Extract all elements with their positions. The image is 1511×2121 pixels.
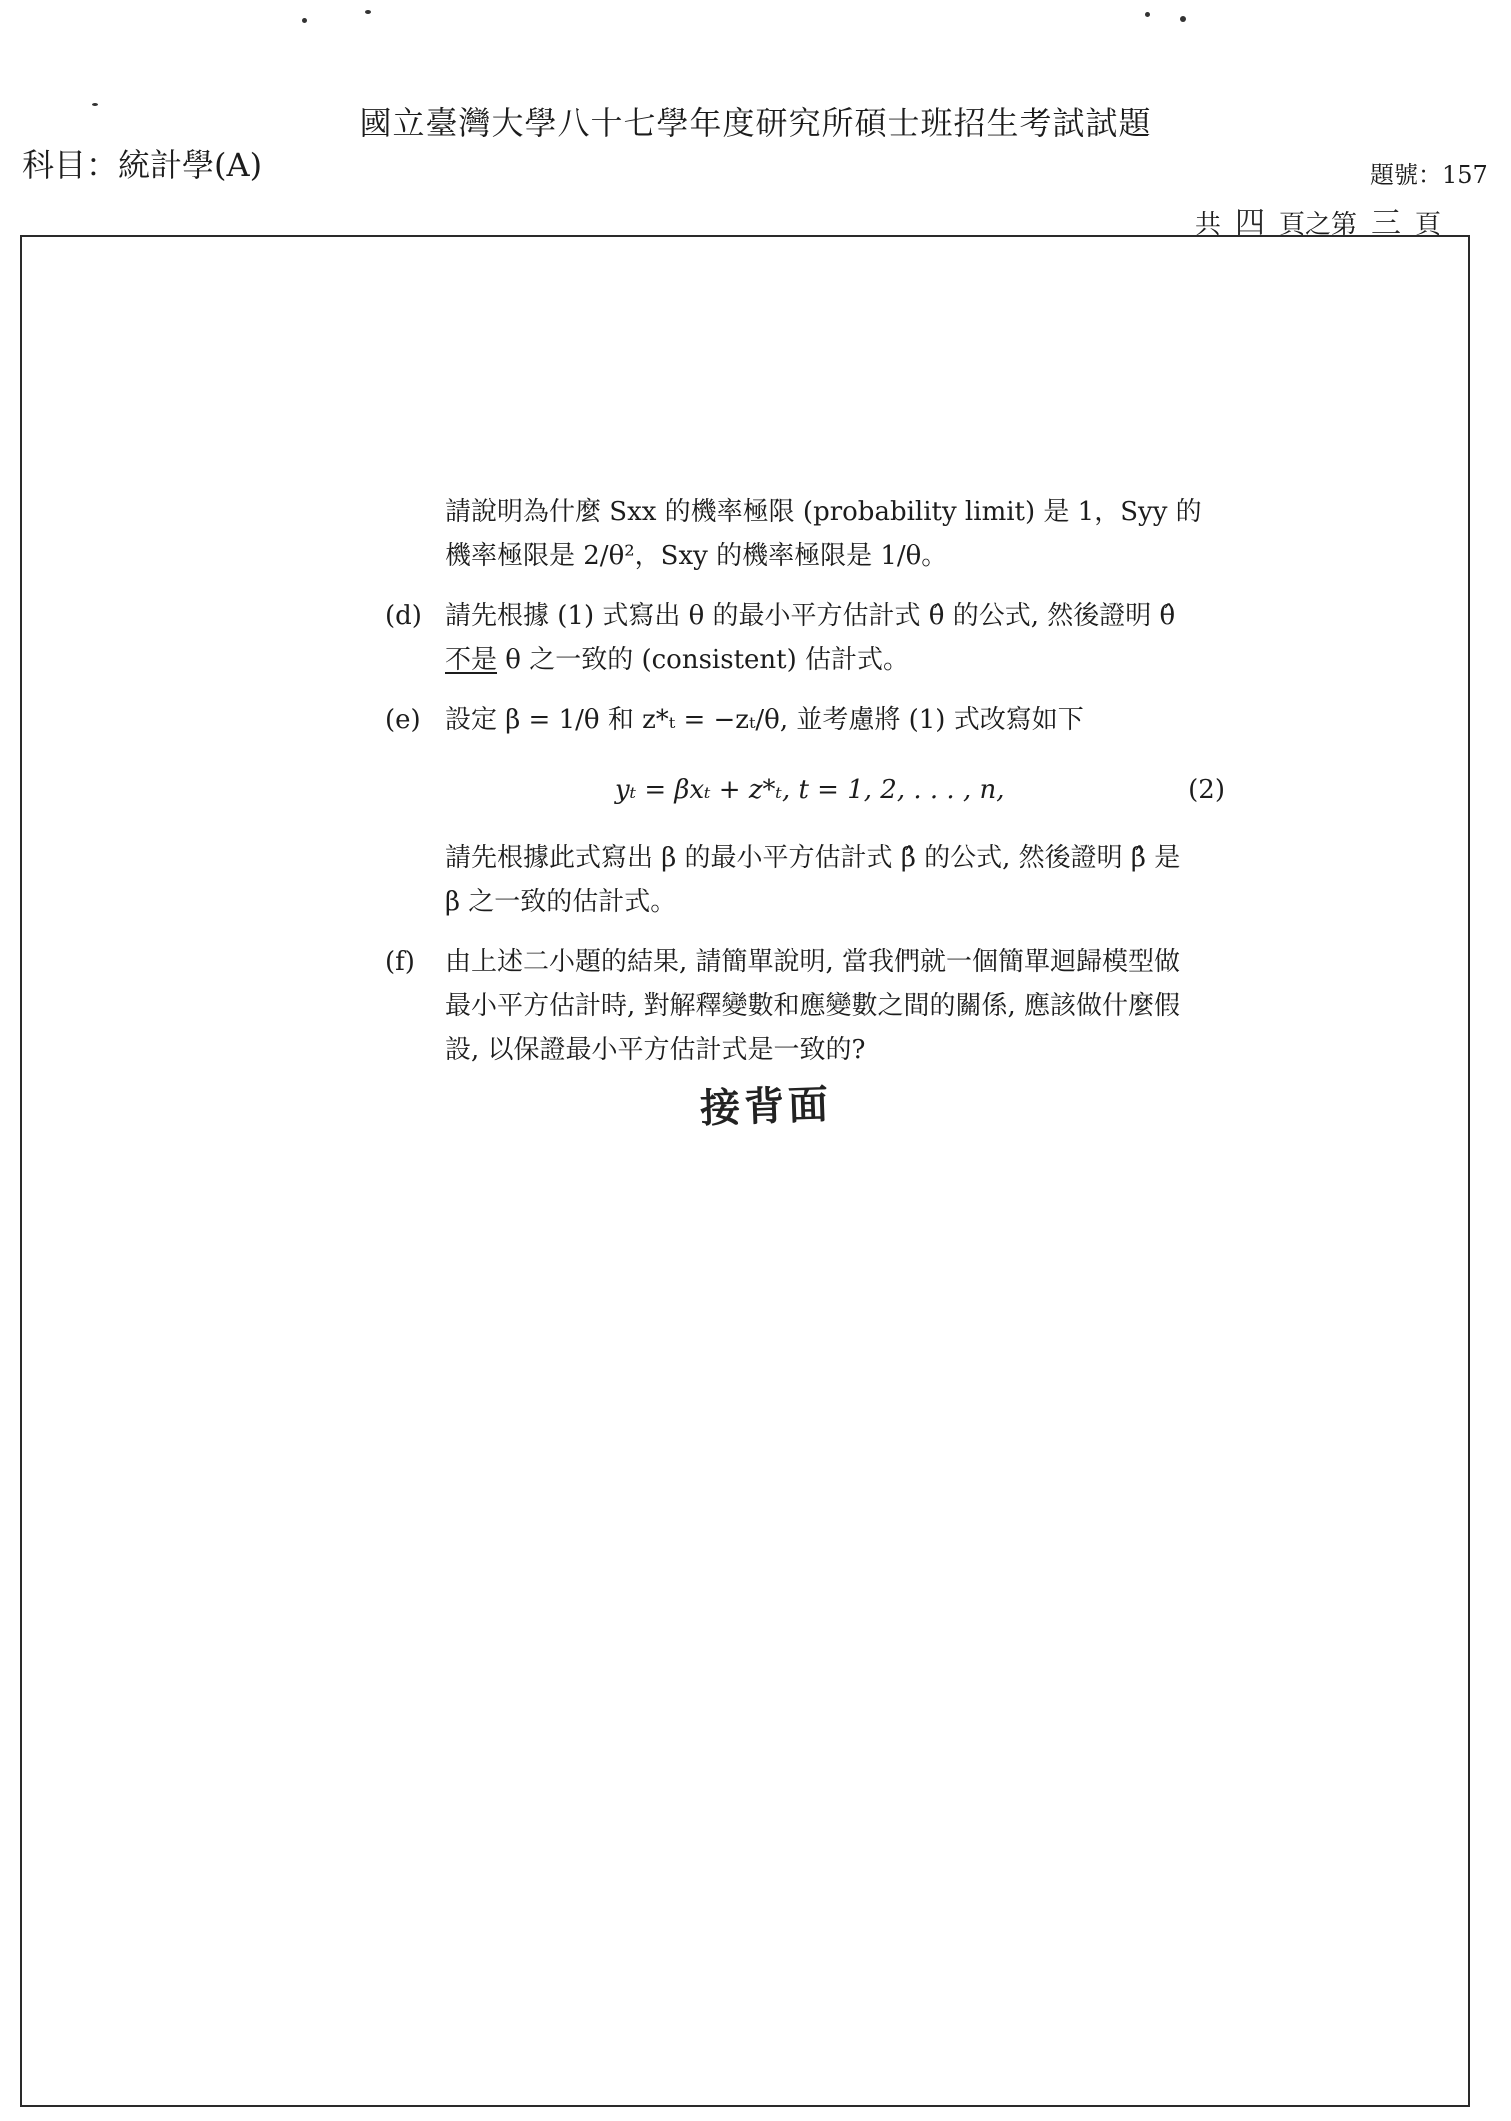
page-total-prefix: 共 — [1195, 210, 1222, 240]
item-e-line-1: 設定 β = 1/θ 和 z*ₜ = −zₜ/θ, 並考慮將 (1) 式改寫如下 — [445, 705, 1084, 735]
question-item-e — [385, 698, 1235, 742]
item-f-line-3: 設, 以保證最小平方估計式是一致的? — [445, 1035, 866, 1065]
item-label: (d) — [385, 601, 422, 631]
question-number: 題號：157 — [1370, 161, 1488, 189]
scan-speck — [1180, 16, 1186, 22]
page-mid: 頁之第 — [1279, 210, 1358, 240]
equation-body: yₜ = βxₜ + z*ₜ, t = 1, 2, . . . , n, — [615, 775, 1005, 805]
item-d-line-2 — [445, 638, 1235, 682]
question-item-d — [385, 594, 1235, 682]
page-suffix: 頁 — [1415, 210, 1442, 240]
item-label: (f) — [385, 947, 415, 977]
item-d-line-2-rest: θ 之一致的 (consistent) 估計式。 — [497, 645, 910, 675]
item-f-line-1: 由上述二小題的結果, 請簡單說明, 當我們就一個簡單迴歸模型做 — [445, 947, 1181, 977]
question-item-f — [385, 940, 1235, 1072]
equation-number: (2) — [1188, 775, 1225, 805]
page-current: 三 — [1371, 206, 1402, 241]
page-total: 四 — [1235, 206, 1266, 241]
scan-speck — [1145, 12, 1150, 17]
item-label: (e) — [385, 705, 421, 735]
equation-2 — [385, 760, 1235, 820]
scan-speck — [365, 10, 371, 14]
item-f-line-2: 最小平方估計時, 對解釋變數和應變數之間的關係, 應該做什麼假 — [445, 991, 1181, 1021]
item-e-line-2: 請先根據此式寫出 β 的最小平方估計式 β̂ 的公式, 然後證明 β̂ 是 — [445, 843, 1181, 873]
underlined-text: 不是 — [445, 645, 498, 675]
item-d-line-1: 請先根據 (1) 式寫出 θ 的最小平方估計式 θ̂ 的公式, 然後證明 θ̂ — [445, 601, 1176, 631]
item-e-line-3: β 之一致的估計式。 — [445, 887, 677, 917]
continuation-line-1: 請說明為什麼 Sxx 的機率極限 (probability limit) 是 1，Syy 的 — [445, 497, 1202, 527]
question-content — [385, 490, 1235, 1072]
continuation-line-2: 機率極限是 2/θ²，Sxy 的機率極限是 1/θ。 — [445, 541, 948, 571]
handwritten-note: 接背面 — [699, 1081, 833, 1133]
scan-speck — [302, 18, 307, 23]
exam-subject: 科目：統計學(A) — [22, 146, 263, 184]
exam-title: 國立臺灣大學八十七學年度研究所碩士班招生考試試題 — [359, 104, 1152, 142]
